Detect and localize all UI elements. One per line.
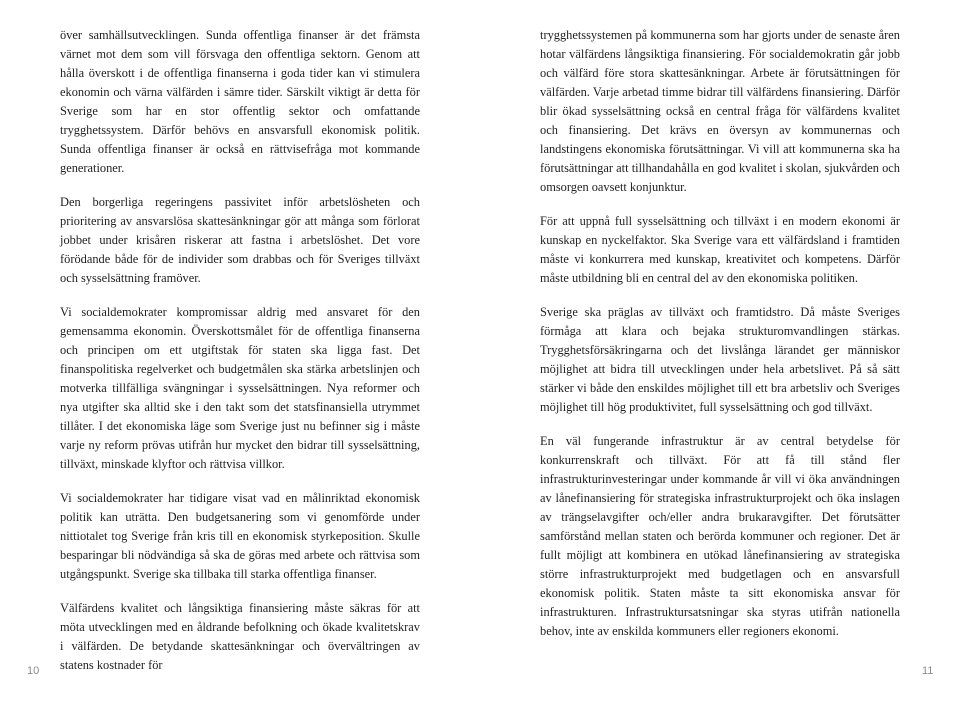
- right-paragraph-1: trygghetssystemen på kommunerna som har gjorts under de senaste åren hotar välfärdens långsiktiga finansiering. För socialdemokratin går jobb och välfärd före stora skattesänkningar. Arbete är förutsättningen för välfärden. Varje arbetad timme bidrar till välfärdens finansiering. Därför blir ökad sysselsättning också en central fråga för välfärdens kvalitet och finansiering. Det krävs en översyn av kommunernas och landstingens ekonomiska förutsättningar. Vi vill att kommunerna ska ha förutsättningar att tillhandahålla en god kvalitet i skolan, sjukvården och omsorgen oavsett konjunktur.: [540, 28, 900, 194]
- left-paragraph-2: Den borgerliga regeringens passivitet inför arbetslösheten och prioritering av ansvarslösa skattesänkningar gör att många som förlorat jobbet under krisåren riskerar att fastna i arbetslöshet. Det vore förödande både för de individer som drabbas och för Sveriges tillväxt och sysselsättning framöver.: [60, 195, 420, 285]
- left-page-text: [60, 26, 420, 690]
- page-number-right: 11: [922, 665, 934, 677]
- page-number-left: 10: [27, 665, 40, 677]
- left-paragraph-4: Vi socialdemokrater har tidigare visat vad en målinriktad ekonomisk politik kan uträtta. Den budgetsanering som vi genomförde under nittiotalet tog Sverige från kris till en ekonomisk styrkeposition. Skulle besparingar bli nödvändiga så ska de göras med arbete och rättvisa som utgångspunkt. Sverige ska tillbaka till starka offentliga finanser.: [60, 491, 420, 581]
- left-paragraph-3: Vi socialdemokrater kompromissar aldrig med ansvaret för den gemensamma ekonomin. Överskottsmålet för de offentliga finanserna och principen om ett utgiftstak för staten ska ligga fast. Det finanspolitiska regelverket och budgetmålen ska stärka arbetslinjen och motverka tillfälliga svängningar i sysselsättningen. Nya reformer och nya utgifter ska alltid ske i den takt som det statsfinansiella utrymmet tillåter. I det ekonomiska läge som Sverige just nu befinner sig i måste varje ny reform prövas utifrån hur mycket den bidrar till sysselsättning, tillväxt, minskade klyftor och rättvisa villkor.: [60, 305, 420, 471]
- right-paragraph-2: För att uppnå full sysselsättning och tillväxt i en modern ekonomi är kunskap en nyckelfaktor. Ska Sverige vara ett välfärdsland i framtiden måste vi konkurrera med kunskap, kreativitet och kompetens. Därför måste utbildning bli en central del av den ekonomiska politiken.: [540, 214, 900, 285]
- right-page-text: [540, 26, 900, 656]
- right-paragraph-4: En väl fungerande infrastruktur är av central betydelse för konkurrenskraft och tillväxt. För att få till stånd fler infrastrukturinvesteringar under kommande år vill vi öka användningen av lånefinansiering för strategiska infrastrukturprojekt och öka inslagen av trängselavgifter och/eller andra brukaravgifter. Det förutsätter samförstånd mellan staten och berörda kommuner och regioner. Det är fullt möjligt att kombinera en utökad lånefinansiering av strategiska större infrastrukturprojekt med budgetlagen och en ansvarsfull ekonomisk politik. Staten måste ta sitt ekonomiska ansvar för infrastrukturen. Infrastruktursatsningar ska styras utifrån nationella behov, inte av enskilda kommuners eller regioners ekonomi.: [540, 434, 900, 638]
- left-paragraph-5: Välfärdens kvalitet och långsiktiga finansiering måste säkras för att möta utvecklingen med en åldrande befolkning och ökade kvalitetskrav i välfärden. De betydande skattesänkningar och övervältringen av statens kostnader för: [60, 601, 420, 672]
- left-paragraph-1: över samhällsutvecklingen. Sunda offentliga finanser är det främsta värnet mot dem som vill försvaga den offentliga sektorn. Genom att hålla överskott i de offentliga finanserna i goda tider kan vi stimulera ekonomin och värna välfärden i sämre tider. Särskilt viktigt är detta för Sverige som har en stor offentlig sektor och omfattande trygghetssystem. Därför behövs en ansvarsfull ekonomisk politik. Sunda offentliga finanser är också en rättvisefråga mot kommande generationer.: [60, 28, 420, 175]
- right-paragraph-3: Sverige ska präglas av tillväxt och framtidstro. Då måste Sveriges förmåga att klara och bejaka strukturomvandlingen stärkas. Trygghetsförsäkringarna och det livslånga lärandet ger människor möjlighet att bidra till utvecklingen under hela arbetslivet. På så sätt stärker vi både den enskildes möjlighet till ett bra arbetsliv och Sveriges möjlighet till hög produktivitet, full sysselsättning och god tillväxt.: [540, 305, 900, 414]
